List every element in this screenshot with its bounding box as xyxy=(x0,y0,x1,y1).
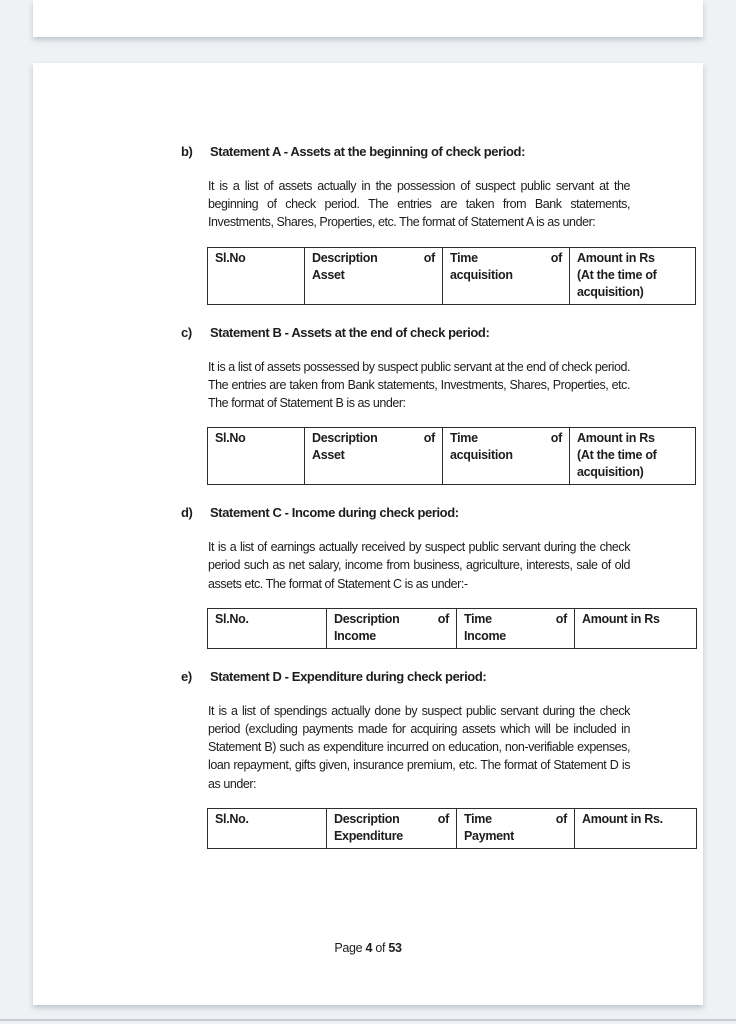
col-header-amount: Amount in Rs. xyxy=(575,808,697,848)
col-header-description: Description of Expenditure xyxy=(327,808,457,848)
col-header-description: Description of Asset xyxy=(305,428,443,485)
document-page xyxy=(33,63,703,1005)
section-heading: Statement B - Assets at the end of check period: xyxy=(210,324,490,340)
col-header-time: Time of acquisition xyxy=(443,428,570,485)
viewer-bottom-divider xyxy=(0,1019,736,1021)
statement-b-format-table xyxy=(207,427,696,485)
table-header-row xyxy=(208,247,696,304)
section-label: b) xyxy=(181,144,193,159)
section-label: d) xyxy=(181,505,193,521)
col-header-time: Time of acquisition xyxy=(443,247,570,304)
col-header-description: Description of Asset xyxy=(305,247,443,304)
col-header-slno: Sl.No xyxy=(208,247,305,304)
col-header-slno: Sl.No. xyxy=(208,608,327,648)
footer-word-of: of xyxy=(375,941,386,955)
section-label: e) xyxy=(181,668,192,684)
section-label: c) xyxy=(181,324,192,340)
table-header-row xyxy=(208,428,696,485)
col-header-time: Time of Income xyxy=(457,608,575,648)
col-header-description: Description of Income xyxy=(327,608,457,648)
section-body: It is a list of assets actually in the possession of suspect public servant at the beginning of check period. The entries are taken from Bank statements, Investments, Shares, Properties, etc. The format of Statement A is as under: xyxy=(208,179,630,230)
statement-d-format-table xyxy=(207,808,697,849)
col-header-amount: Amount in Rs xyxy=(575,608,697,648)
table-header-row xyxy=(208,808,697,848)
col-header-time: Time of Payment xyxy=(457,808,575,848)
section-body: It is a list of spendings actually done by suspect public servant during the check period (excluding payments made for acquiring assets which will be included in Statement B) such as expenditure incurred on education, non-verifiable expenses, loan repayment, gifts given, insurance premium, etc. The format of Statement D is as under: xyxy=(208,703,630,791)
section-statement-a xyxy=(181,143,703,305)
col-header-amount: Amount in Rs (At the time of acquisition) xyxy=(570,428,696,485)
page-number-footer xyxy=(33,941,703,955)
footer-total-pages: 53 xyxy=(388,941,402,955)
section-statement-b xyxy=(181,324,703,486)
section-body: It is a list of assets possessed by suspect public servant at the end of check period. The entries are taken from Bank statements, Investments, Shares, Properties, etc. The format of Statement B is as under: xyxy=(208,359,630,411)
previous-page-edge xyxy=(33,0,703,37)
section-statement-d xyxy=(181,668,703,849)
table-header-row xyxy=(208,608,697,648)
section-heading: Statement C - Income during check period: xyxy=(210,505,459,521)
footer-word-page: Page xyxy=(334,941,363,955)
section-statement-c xyxy=(181,504,703,649)
statement-c-format-table xyxy=(207,608,697,649)
col-header-slno: Sl.No. xyxy=(208,808,327,848)
col-header-slno: Sl.No xyxy=(208,428,305,485)
section-body: It is a list of earnings actually received by suspect public servant during the check period such as net salary, income from business, agriculture, interests, sale of old assets etc. The format of Statement C is as under:- xyxy=(208,540,630,591)
section-heading: Statement D - Expenditure during check period: xyxy=(210,668,487,684)
col-header-amount: Amount in Rs (At the time of acquisition) xyxy=(570,247,696,304)
footer-current-page: 4 xyxy=(365,941,373,955)
statement-a-format-table xyxy=(207,247,696,305)
section-heading: Statement A - Assets at the beginning of check period: xyxy=(210,144,526,159)
